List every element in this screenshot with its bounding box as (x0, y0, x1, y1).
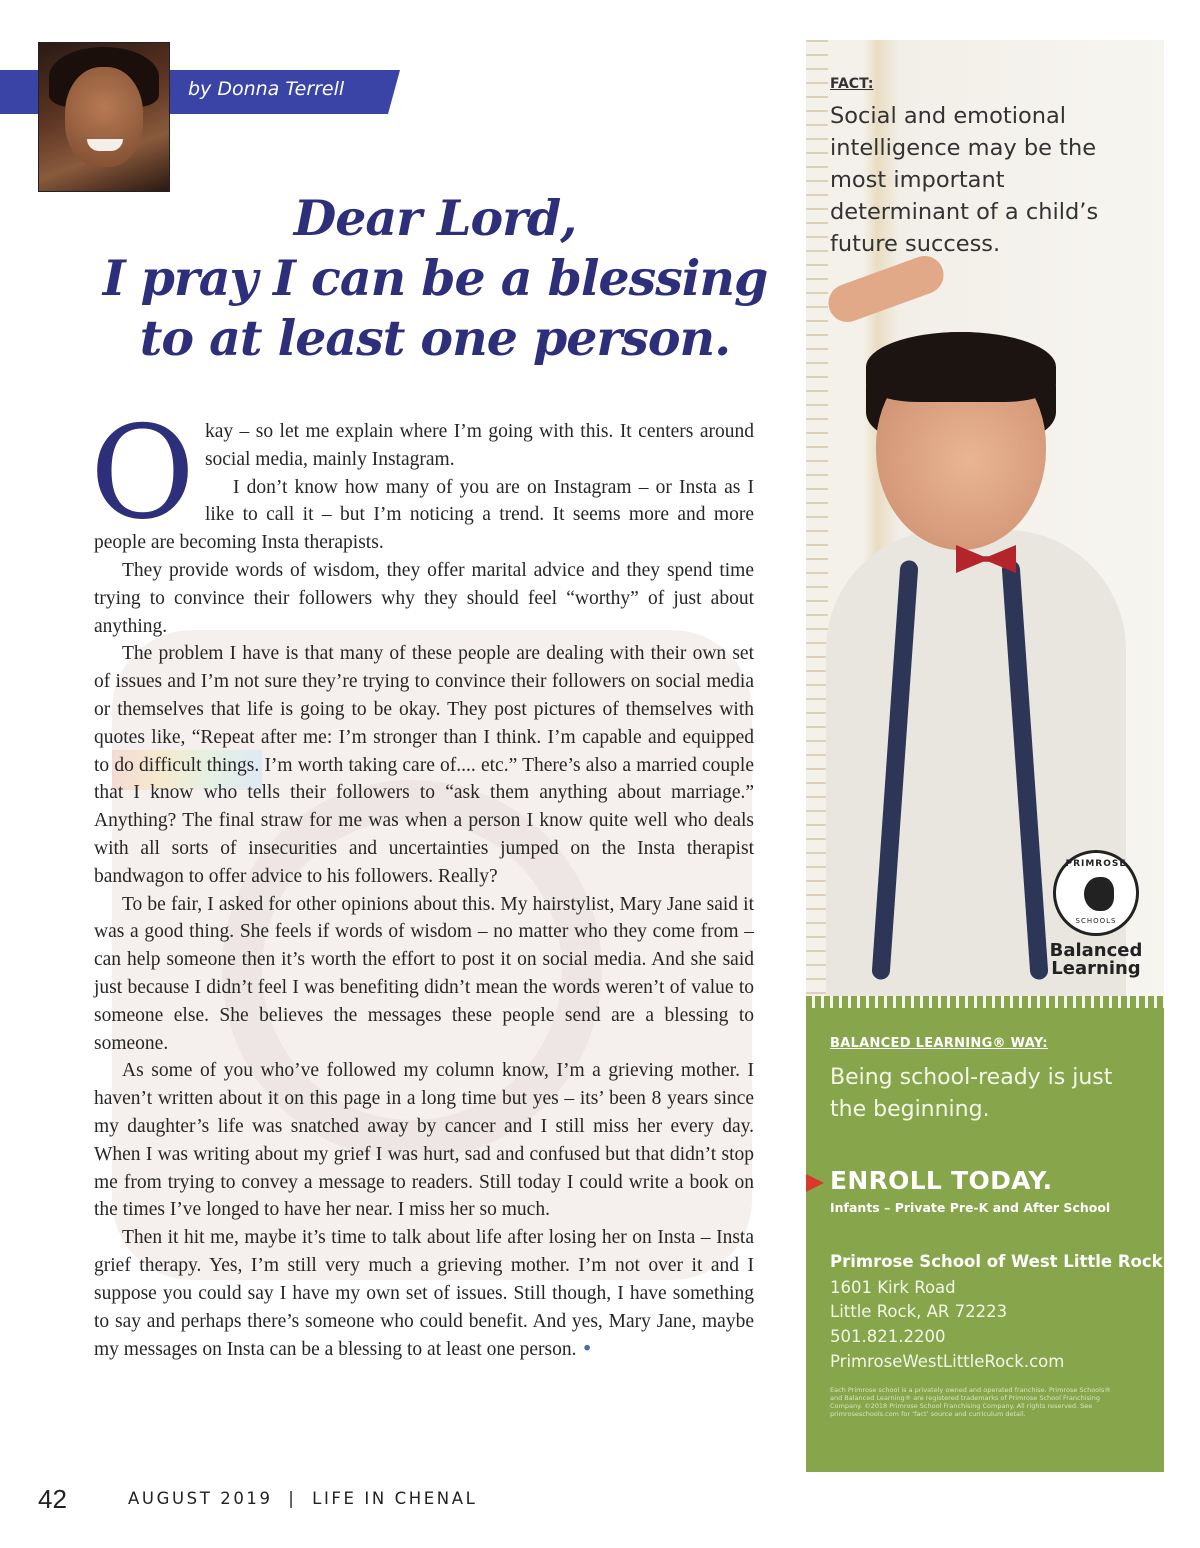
article-paragraph: As some of you who’ve followed my column know, I’m a grieving mother. I haven’t written about it on this page in a long time but yes – its’ been 8 years since my daughter’s life was snatched away by cancer and I still miss her every day. When I was writing about my grief I was hurt, sad and confused but that didn’t stop me from trying to convey a message to readers. Still today I could write a book on the times I’ve longed to have her near. I miss her so much. (94, 1060, 754, 1221)
balanced-learning-label: BALANCED LEARNING® WAY: (830, 1036, 1048, 1051)
article-paragraph: To be fair, I asked for other opinions about this. My hairstylist, Mary Jane said it was a good thing. She feels if words of wisdom – no matter who they come from – can help someone then it’s worth the effort to post it on social media. And she said just because I didn’t feel I was benefiting didn’t mean the words weren’t of value to someone else. She believes the messages these people send are a blessing to someone. (94, 893, 754, 1054)
drop-cap: O (90, 399, 195, 548)
logo-name: Balanced Learning (1049, 940, 1143, 979)
end-mark: • (581, 1337, 593, 1361)
fact-text: Social and emotional intelligence may be the most important determinant of a child’s future success. (830, 103, 1099, 257)
school-name: Primrose School of West Little Rock (830, 1252, 1163, 1271)
publication-footer: AUGUST 2019 | LIFE IN CHENAL (128, 1489, 478, 1508)
arrow-icon (806, 1174, 824, 1192)
article-body (90, 399, 754, 1364)
enroll-subtext: Infants – Private Pre-K and After School (830, 1200, 1111, 1215)
address-line-2: Little Rock, AR 72223 (830, 1302, 1008, 1321)
fine-print: Each Primrose school is a privately owned and operated franchise. Primrose Schools® and Balanced Learning® are registered trademarks of Primrose School Franchising Company. ©2018 Primrose School Franchising Company. All rights reserved. See primroseschools.com for ‘fact’ source and curriculum detail. (830, 1386, 1111, 1418)
article-paragraph: They provide words of wisdom, they offer marital advice and they spend time trying to convince their followers why they should feel “worthy” of just about anything. (94, 559, 754, 637)
headline-line-3: to at least one person. (139, 309, 731, 367)
website-link[interactable]: PrimroseWestLittleRock.com (830, 1352, 1065, 1371)
balanced-learning-text: Being school-ready is just the beginning. (830, 1065, 1113, 1122)
article-paragraph: I don’t know how many of you are on Instagram – or Insta as I like to call it – but I’m noticing a trend. It seems more and more people are becoming Insta therapists. (94, 476, 754, 554)
article-paragraph: The problem I have is that many of these people are dealing with their own set of issues and I’m not sure they’re trying to convince their followers on social media or themselves that life is going to be okay. They post pictures of themselves with quotes like, “Repeat after me: I’m stronger than I think. I’m capable and equipped to do difficult things. I’m worth taking care of.... etc.” There’s also a married couple that I know who tells their followers to “ask them anything about marriage.” Anything? The final straw for me was when a person I know quite well who deals with all sorts of insecurities and uncertainties jumped on the Insta therapist bandwagon to offer advice to his followers. Really? (94, 643, 754, 887)
author-photo (38, 42, 170, 192)
fact-label: FACT: (830, 76, 874, 92)
rooster-seal-icon: PRIMROSE SCHOOLS (1053, 850, 1139, 936)
primrose-ad (806, 40, 1164, 1472)
headline (100, 188, 770, 368)
headline-line-2: I pray I can be a blessing (102, 249, 768, 307)
headline-line-1: Dear Lord, (293, 189, 577, 247)
ad-info-panel (806, 1002, 1164, 1472)
byline: by Donna Terrell (188, 78, 345, 100)
growth-ruler (806, 40, 828, 1000)
address-line-1: 1601 Kirk Road (830, 1278, 956, 1297)
phone-number: 501.821.2200 (830, 1327, 946, 1346)
primrose-logo (1046, 850, 1146, 978)
enroll-heading: ENROLL TODAY. (830, 1166, 1053, 1195)
article-paragraph: Okay – so let me explain where I’m going with this. It centers around social media, mainly Instagram. (90, 399, 754, 548)
article-paragraph: Then it hit me, maybe it’s time to talk about life after losing her on Insta – Insta grief therapy. Yes, I’m still very much a grieving mother. I’m not over it and I suppose you could say I have my own set of issues. Still though, I have something to say and perhaps there’s someone who could benefit. And yes, Mary Jane, maybe my messages on Insta can be a blessing to at least one person. • (94, 1227, 754, 1361)
page-number: 42 (38, 1484, 67, 1514)
